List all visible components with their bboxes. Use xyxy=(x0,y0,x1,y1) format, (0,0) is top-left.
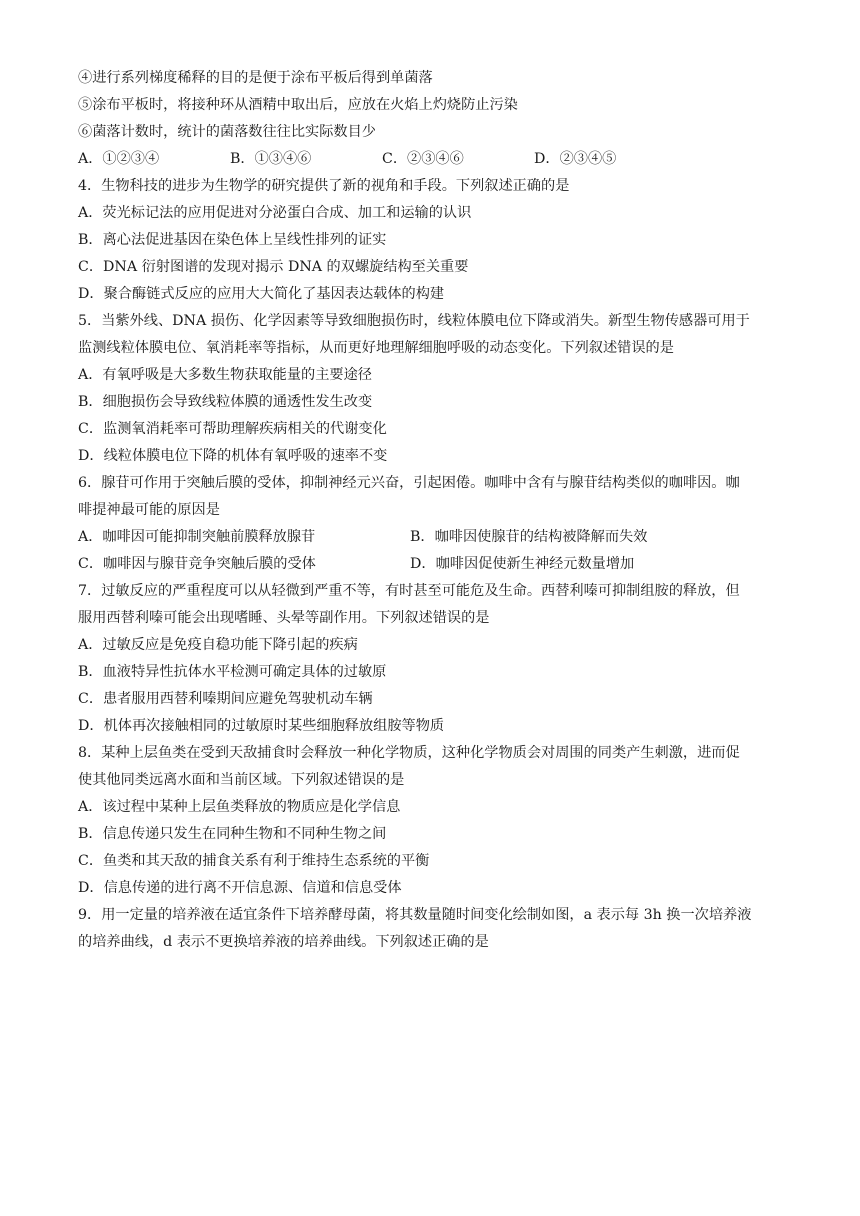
q3-options xyxy=(78,149,786,169)
statement-5: ⑤涂布平板时，将接种环从酒精中取出后，应放在火焰上灼烧防止污染 xyxy=(78,97,518,113)
q4-stem: 4．生物科技的进步为生物学的研究提供了新的视角和手段。下列叙述正确的是 xyxy=(78,178,570,194)
q6-options-row1 xyxy=(78,527,786,547)
q8-option-d[interactable]: D．信息传递的进行离不开信息源、信道和信息受体 xyxy=(78,880,402,896)
q7-option-a[interactable]: A．过敏反应是免疫自稳功能下降引起的疾病 xyxy=(78,637,358,653)
statement-6: ⑥菌落计数时，统计的菌落数往往比实际数目少 xyxy=(78,124,376,140)
q8-option-c[interactable]: C．鱼类和其天敌的捕食关系有利于维持生态系统的平衡 xyxy=(78,853,430,869)
q6-stem-line1: 6．腺苷可作用于突触后膜的受体，抑制神经元兴奋，引起困倦。咖啡中含有与腺苷结构类似的咖啡因。咖 xyxy=(78,475,740,491)
q6-options-row2 xyxy=(78,554,786,574)
q6-option-b[interactable]: B．咖啡因使腺苷的结构被降解而失效 xyxy=(410,529,648,545)
q7-stem-line1: 7．过敏反应的严重程度可以从轻微到严重不等，有时甚至可能危及生命。西替利嗪可抑制组胺的释放，但 xyxy=(78,583,740,599)
q5-stem-line2: 监测线粒体膜电位、氧消耗率等指标，从而更好地理解细胞呼吸的动态变化。下列叙述错误的是 xyxy=(78,340,674,356)
q7-stem-line2: 服用西替利嗪可能会出现嗜睡、头晕等副作用。下列叙述错误的是 xyxy=(78,610,490,626)
q3-option-b[interactable]: B．①③④⑥ xyxy=(230,151,312,167)
q5-stem-line1: 5．当紫外线、DNA 损伤、化学因素等导致细胞损伤时，线粒体膜电位下降或消失。新型生物传感器可用于 xyxy=(78,313,750,329)
q7-option-d[interactable]: D．机体再次接触相同的过敏原时某些细胞释放组胺等物质 xyxy=(78,718,445,734)
q4-option-b[interactable]: B．离心法促进基因在染色体上呈线性排列的证实 xyxy=(78,232,387,248)
q8-stem-line1: 8．某种上层鱼类在受到天敌捕食时会释放一种化学物质，这种化学物质会对周围的同类产生刺激，进而促 xyxy=(78,745,740,761)
q3-option-d[interactable]: D．②③④⑤ xyxy=(534,151,617,167)
q8-option-b[interactable]: B．信息传递只发生在同种生物和不同种生物之间 xyxy=(78,826,387,842)
q6-option-a[interactable]: A．咖啡因可能抑制突触前膜释放腺苷 xyxy=(78,529,316,545)
q4-option-a[interactable]: A．荧光标记法的应用促进对分泌蛋白合成、加工和运输的认识 xyxy=(78,205,472,221)
statement-4: ④进行系列梯度稀释的目的是便于涂布平板后得到单菌落 xyxy=(78,70,433,86)
q4-option-d[interactable]: D．聚合酶链式反应的应用大大简化了基因表达载体的构建 xyxy=(78,286,445,302)
q9-stem-line1: 9．用一定量的培养液在适宜条件下培养酵母菌，将其数量随时间变化绘制如图，a 表示每 3h 换一次培养液 xyxy=(78,907,752,923)
q3-option-a[interactable]: A．①②③④ xyxy=(78,151,160,167)
q5-option-c[interactable]: C．监测氧消耗率可帮助理解疾病相关的代谢变化 xyxy=(78,421,387,437)
q9-stem-line2: 的培养曲线，d 表示不更换培养液的培养曲线。下列叙述正确的是 xyxy=(78,934,489,950)
q7-option-c[interactable]: C．患者服用西替利嗪期间应避免驾驶机动车辆 xyxy=(78,691,373,707)
q8-stem-line2: 使其他同类远离水面和当前区域。下列叙述错误的是 xyxy=(78,772,405,788)
q3-option-c[interactable]: C．②③④⑥ xyxy=(382,151,464,167)
q6-option-d[interactable]: D．咖啡因促使新生神经元数量增加 xyxy=(410,556,635,572)
q8-option-a[interactable]: A．该过程中某种上层鱼类释放的物质应是化学信息 xyxy=(78,799,401,815)
q7-option-b[interactable]: B．血液特异性抗体水平检测可确定具体的过敏原 xyxy=(78,664,387,680)
q4-option-c[interactable]: C．DNA 衍射图谱的发现对揭示 DNA 的双螺旋结构至关重要 xyxy=(78,259,469,275)
q5-option-d[interactable]: D．线粒体膜电位下降的机体有氧呼吸的速率不变 xyxy=(78,448,388,464)
q5-option-b[interactable]: B．细胞损伤会导致线粒体膜的通透性发生改变 xyxy=(78,394,373,410)
q6-option-c[interactable]: C．咖啡因与腺苷竞争突触后膜的受体 xyxy=(78,556,316,572)
q5-option-a[interactable]: A．有氧呼吸是大多数生物获取能量的主要途径 xyxy=(78,367,372,383)
q6-stem-line2: 啡提神最可能的原因是 xyxy=(78,502,220,518)
